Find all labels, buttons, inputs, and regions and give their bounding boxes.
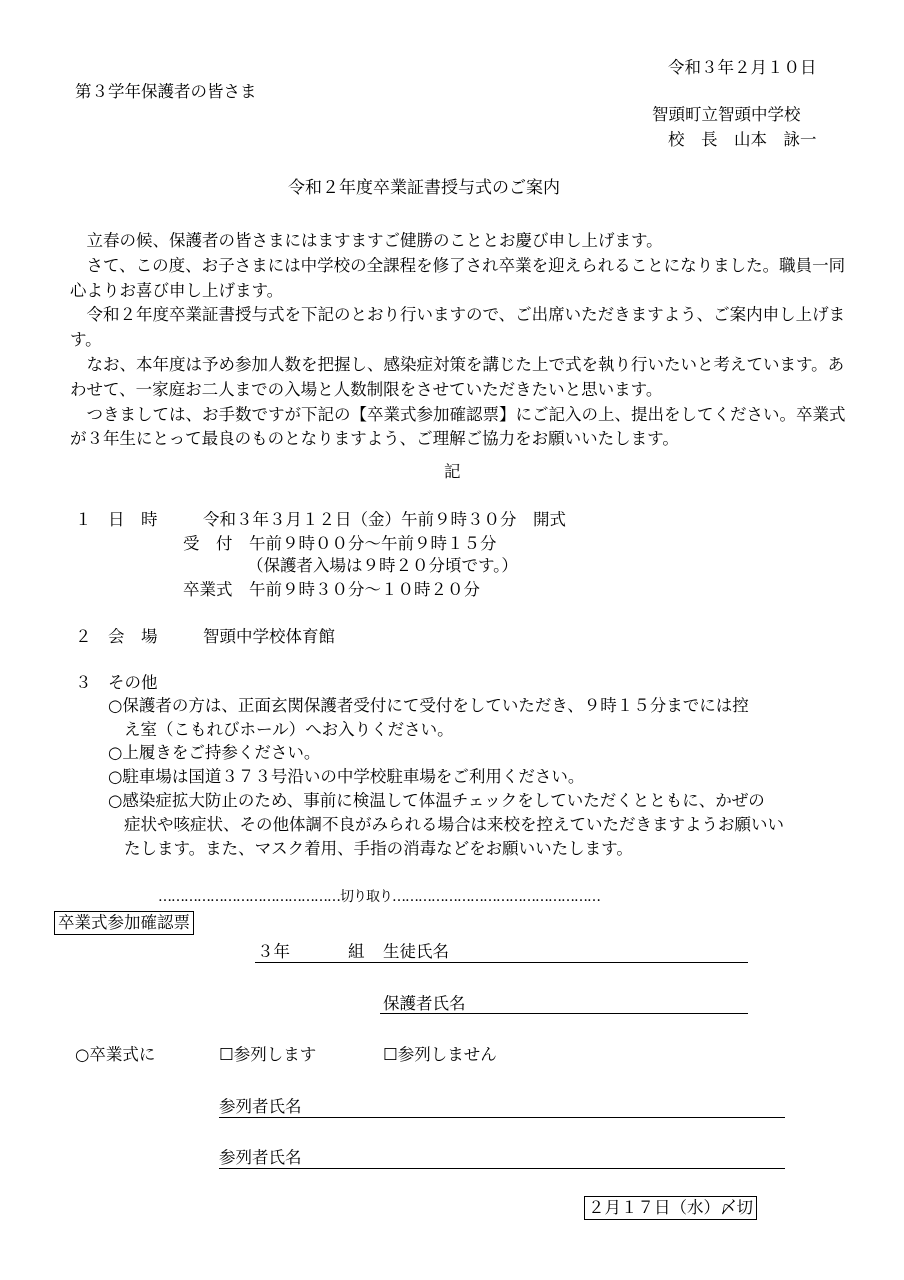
- absent-checkbox[interactable]: ☐参列しません: [383, 1045, 497, 1064]
- grade-label: ３年: [257, 942, 290, 961]
- form-title-box: [54, 911, 194, 935]
- body-paragraph: さて、この度、お子さまには中学校の全課程を修了され卒業を迎えられることになりました。職員一同心よりお喜び申し上げます。: [70, 255, 846, 300]
- other-item-4: ○感染症拡大防止のため、事前に検温して体温チェックをしていただくとともに、かぜの: [108, 791, 765, 810]
- deadline: ２月１７日（水）〆切: [588, 1198, 753, 1217]
- body-paragraph: 立春の候、保護者の皆さまにはますますご健勝のこととお慶び申し上げます。: [86, 231, 663, 250]
- principal-name: 校 長 山本 詠一: [668, 130, 817, 149]
- reception-note: （保護者入場は９時２０分頃です。）: [247, 556, 518, 575]
- cut-line: ……………………………………切り取り…………………………………………: [158, 889, 600, 905]
- attendee-name-label-1: 参列者氏名: [219, 1097, 302, 1116]
- ceremony-time: 卒業式 午前９時３０分～１０時２０分: [183, 580, 480, 599]
- student-name-line[interactable]: [255, 962, 748, 963]
- venue-label: ２ 会 場: [75, 627, 158, 646]
- guardian-name-label: 保護者氏名: [383, 994, 466, 1013]
- other-item-3: ○駐車場は国道３７３号沿いの中学校駐車場をご利用ください。: [108, 767, 585, 786]
- class-label: 組: [348, 942, 365, 961]
- attendee-name-line-2[interactable]: [219, 1168, 785, 1169]
- ki-heading: 記: [444, 462, 461, 481]
- datetime-label: １ 日 時: [75, 510, 158, 529]
- other-item-4-cont: 症状や咳症状、その他体調不良がみられる場合は来校を控えていただきますようお願いい: [124, 815, 784, 834]
- document-date: 令和３年２月１０日: [668, 58, 817, 77]
- student-name-label: 生徒氏名: [383, 942, 449, 961]
- form-title: 卒業式参加確認票: [58, 913, 190, 932]
- page-title: 令和２年度卒業証書授与式のご案内: [288, 178, 560, 198]
- body-paragraph: なお、本年度は予め参加人数を把握し、感染症対策を講じた上で式を執り行いたいと考えています。あわせて、一家庭お二人までの入場と人数制限をさせていただきたいと思います。: [70, 354, 845, 399]
- attend-checkbox[interactable]: ☐参列します: [219, 1045, 317, 1064]
- other-item-1-cont: え室（こもれびホール）へお入りください。: [124, 720, 454, 739]
- guardian-name-line[interactable]: [380, 1013, 748, 1014]
- attendee-name-label-2: 参列者氏名: [219, 1148, 302, 1167]
- body-text: [70, 229, 856, 452]
- body-paragraph: 令和２年度卒業証書授与式を下記のとおり行いますので、ご出席いただきますよう、ご案内申し上げます。: [70, 305, 846, 350]
- school-name: 智頭町立智頭中学校: [652, 105, 801, 124]
- body-paragraph: つきましては、お手数ですが下記の【卒業式参加確認票】にご記入の上、提出をしてください。卒業式が３年生にとって最良のものとなりますよう、ご理解ご協力をお願いいたします。: [70, 404, 846, 449]
- recipient: 第３学年保護者の皆さま: [75, 82, 257, 101]
- other-item-4-cont2: たします。また、マスク着用、手指の消毒などをお願いいたします。: [124, 839, 633, 858]
- deadline-box: [584, 1196, 757, 1220]
- datetime-value: 令和３年３月１２日（金）午前９時３０分 開式: [203, 510, 566, 529]
- other-item-2: ○上履きをご持参ください。: [108, 743, 321, 762]
- attendance-question: ○卒業式に: [75, 1045, 156, 1064]
- venue-value: 智頭中学校体育館: [203, 627, 335, 646]
- other-item-1: ○保護者の方は、正面玄関保護者受付にて受付をしていただき、９時１５分までには控: [108, 696, 749, 715]
- reception-time: 受 付 午前９時００分～午前９時１５分: [183, 534, 497, 553]
- other-label: ３ その他: [75, 673, 158, 692]
- attendee-name-line-1[interactable]: [219, 1117, 785, 1118]
